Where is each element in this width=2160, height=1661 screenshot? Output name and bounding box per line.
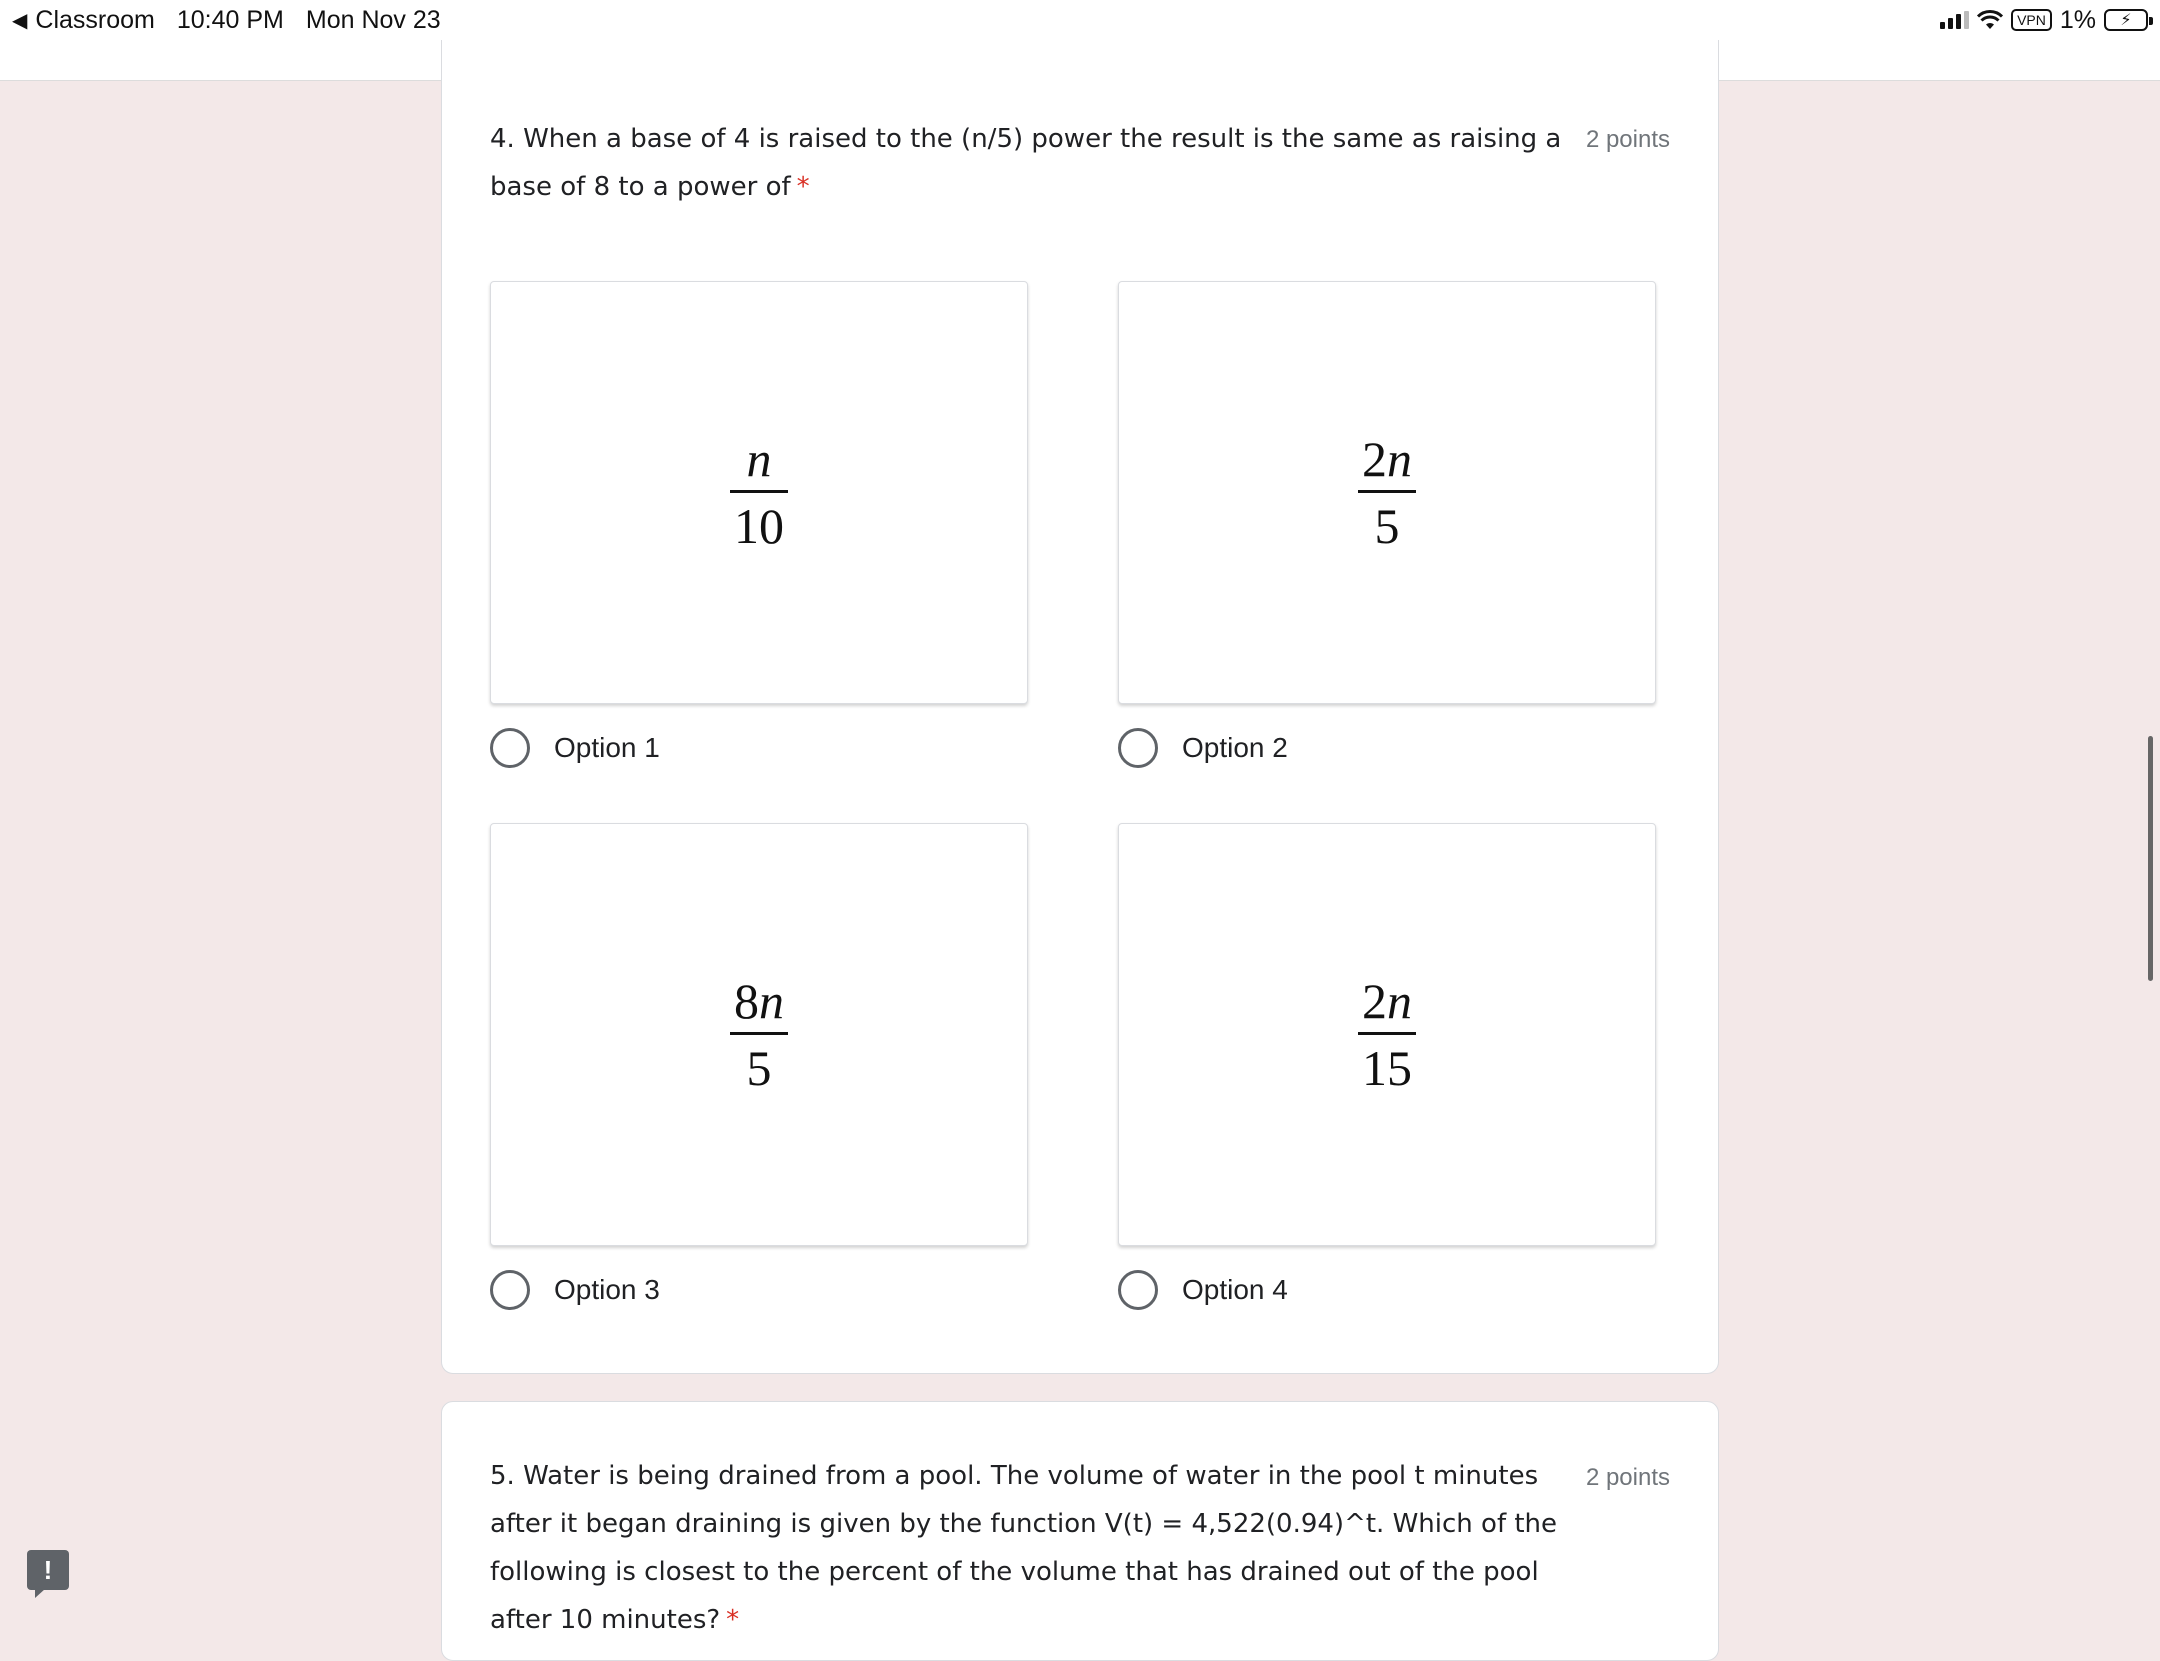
question-text: 5. Water is being drained from a pool. The volume of water in the pool t minutes after it began draining is given by the function V(t) = 4,522(0.94)^t. Which of the following is closest to the percent of the volume that has drained out of the pool after 10 minutes? [490,1461,1558,1635]
fraction-n-over-10 [730,431,788,554]
exclamation-icon: ! [43,1554,53,1585]
wifi-icon [1977,10,2003,30]
fraction-denominator: 15 [1362,1040,1412,1096]
option-3-image[interactable] [490,823,1028,1246]
fraction-denominator: 5 [746,1040,772,1096]
question-card-4 [441,40,1719,1374]
fraction-8n-over-5 [730,973,788,1096]
back-arrow-icon[interactable]: ◀ [12,9,28,32]
required-asterisk: * [796,172,810,202]
fraction-denominator: 5 [1374,498,1400,554]
option-2-label[interactable]: Option 2 [1182,732,1288,763]
fraction-denominator: 10 [734,498,784,554]
question-title [490,1452,1568,1644]
status-date: Mon Nov 23 [305,5,441,34]
cellular-signal-icon [1940,11,1969,29]
option-4-radio[interactable] [1118,1270,1158,1310]
status-bar-right [1940,4,2148,36]
option-3-label[interactable]: Option 3 [554,1274,660,1305]
question-points: 2 points [1585,1464,1670,1491]
question-title [490,115,1568,211]
fraction-2n-over-15 [1358,973,1416,1096]
question-card-5 [441,1401,1719,1661]
fraction-2n-over-5 [1358,431,1416,554]
battery-percent: 1% [2059,5,2096,34]
required-asterisk: * [726,1605,740,1635]
option-2-radio[interactable] [1118,728,1158,768]
battery-charging-icon: ⚡ [2104,9,2148,31]
option-2-row[interactable] [1118,726,1288,770]
option-2-image[interactable] [1118,281,1656,704]
option-1-radio[interactable] [490,728,530,768]
option-4-image[interactable] [1118,823,1656,1246]
question-points: 2 points [1585,126,1670,153]
option-3-row[interactable] [490,1268,660,1312]
vpn-badge: VPN [2011,9,2052,31]
page-scrollbar[interactable] [2148,736,2153,981]
fraction-numerator: 8n [734,973,784,1029]
option-3-radio[interactable] [490,1270,530,1310]
fraction-numerator: 2n [1362,431,1412,487]
option-1-row[interactable] [490,726,660,770]
status-time: 10:40 PM [176,5,284,34]
question-text: 4. When a base of 4 is raised to the (n/5) power the result is the same as raising a base of 8 to a power of [490,124,1562,202]
option-1-label[interactable]: Option 1 [554,732,660,763]
option-1-image[interactable] [490,281,1028,704]
option-4-row[interactable] [1118,1268,1288,1312]
status-bar-left [12,4,441,36]
report-feedback-button[interactable] [27,1550,69,1590]
fraction-numerator: 2n [1362,973,1412,1029]
back-app-label[interactable]: Classroom [35,5,155,34]
fraction-numerator: n [746,431,772,487]
option-4-label[interactable]: Option 4 [1182,1274,1288,1305]
